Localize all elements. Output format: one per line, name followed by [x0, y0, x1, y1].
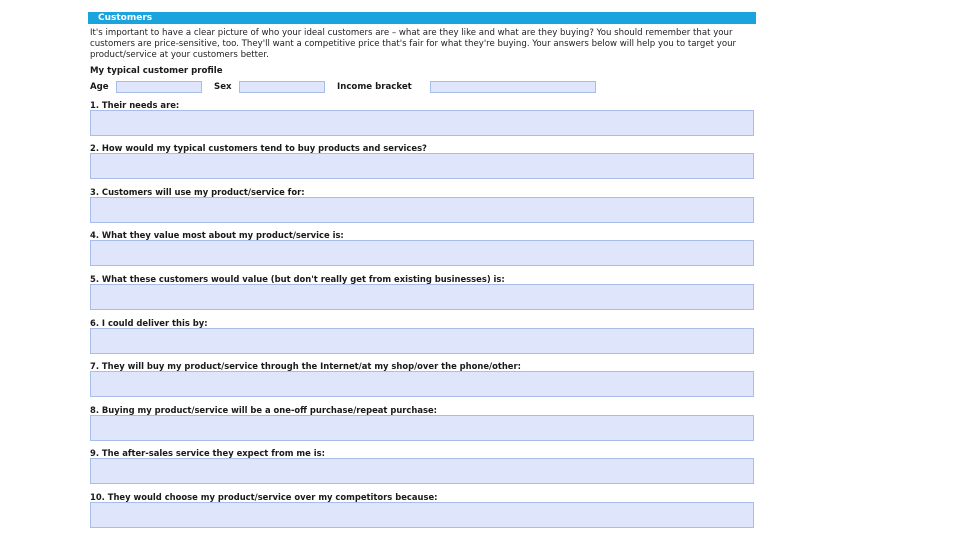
- question-label: 9. The after-sales service they expect from me is:: [90, 448, 325, 458]
- age-field[interactable]: [116, 81, 202, 93]
- answer-field-1[interactable]: [90, 110, 754, 136]
- answer-field-3[interactable]: [90, 197, 754, 223]
- question-label: 4. What they value most about my product/service is:: [90, 230, 344, 240]
- question-label: 3. Customers will use my product/service for:: [90, 187, 305, 197]
- profile-title: My typical customer profile: [90, 66, 223, 76]
- income-field[interactable]: [430, 81, 596, 93]
- answer-field-2[interactable]: [90, 153, 754, 179]
- answer-field-4[interactable]: [90, 240, 754, 266]
- section-title: Customers: [98, 13, 153, 23]
- sex-field[interactable]: [239, 81, 325, 93]
- question-label: 5. What these customers would value (but don't really get from existing businesses) is:: [90, 274, 505, 284]
- question-label: 2. How would my typical customers tend to buy products and services?: [90, 143, 427, 153]
- question-label: 10. They would choose my product/service over my competitors because:: [90, 492, 438, 502]
- answer-field-10[interactable]: [90, 502, 754, 528]
- question-label: 7. They will buy my product/service through the Internet/at my shop/over the phone/other:: [90, 361, 521, 371]
- sex-label: Sex: [214, 82, 232, 92]
- intro-paragraph: It's important to have a clear picture of who your ideal customers are – what are they like and what are they buying? You should remember that your customers are price-sensitive, too. They'll want a competitive price that's fair for what they're buying. Your answers below will help you to target your product/service at your customers better.: [90, 28, 737, 60]
- answer-field-6[interactable]: [90, 328, 754, 354]
- income-label: Income bracket: [337, 82, 412, 92]
- question-label: 8. Buying my product/service will be a one-off purchase/repeat purchase:: [90, 405, 437, 415]
- answer-field-9[interactable]: [90, 458, 754, 484]
- answer-field-8[interactable]: [90, 415, 754, 441]
- question-label: 6. I could deliver this by:: [90, 318, 208, 328]
- answer-field-5[interactable]: [90, 284, 754, 310]
- section-header: [88, 12, 756, 24]
- answer-field-7[interactable]: [90, 371, 754, 397]
- age-label: Age: [90, 82, 109, 92]
- question-label: 1. Their needs are:: [90, 100, 180, 110]
